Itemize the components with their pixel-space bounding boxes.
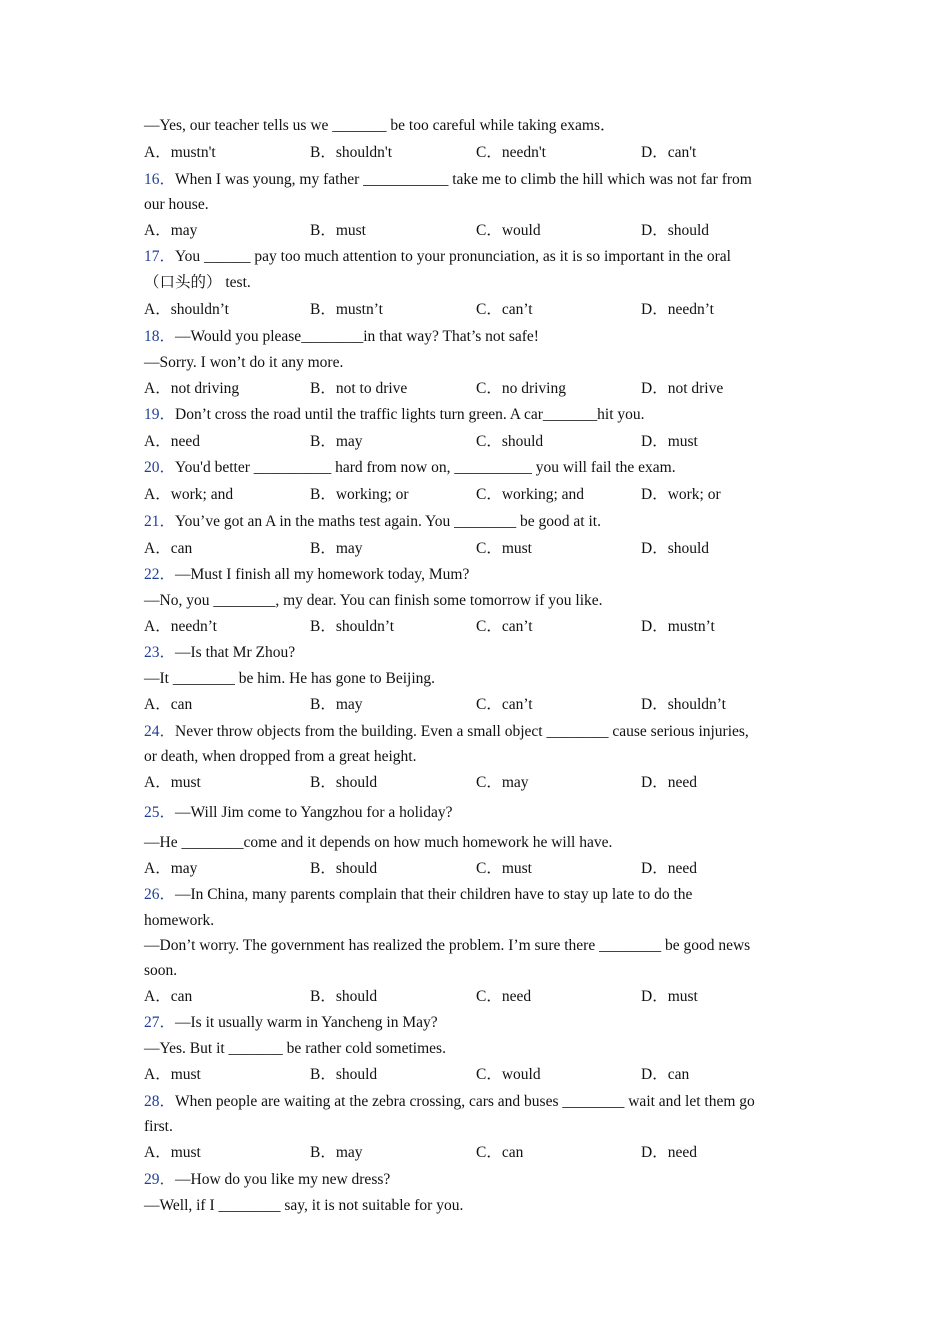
option-b: B．may — [310, 433, 363, 450]
option-a: A．may — [144, 860, 198, 877]
option-c: C．can’t — [476, 618, 533, 635]
option-b: B．shouldn't — [310, 144, 393, 161]
question-26-line-3 — [144, 936, 750, 956]
option-a: A．can — [144, 988, 193, 1005]
option-c: C．can — [476, 1144, 524, 1161]
option-c: C．should — [476, 433, 544, 450]
question-20-options — [144, 485, 824, 505]
option-d: D．can — [641, 1066, 690, 1083]
question-text: —Don’t worry. The government has realized the problem. I’m sure there ________ be good news — [144, 937, 751, 954]
option-c: C．needn't — [476, 144, 546, 161]
option-b: B．working; or — [310, 486, 409, 503]
option-b: B．should — [310, 860, 378, 877]
option-d: D．not drive — [641, 380, 724, 397]
question-number: 26． — [144, 886, 176, 903]
option-b: B．should — [310, 1066, 378, 1083]
question-21-line — [144, 512, 601, 532]
question-text: —No, you ________, my dear. You can finish some tomorrow if you like. — [144, 592, 603, 609]
question-text: Don’t cross the road until the traffic lights turn green. A car_______hit you. — [175, 406, 645, 423]
option-d: D．mustn’t — [641, 618, 715, 635]
question-24-line-2 — [144, 747, 416, 767]
question-19-line — [144, 405, 645, 425]
option-b: B．not to drive — [310, 380, 408, 397]
question-25-line — [144, 803, 453, 823]
question-text: —Will Jim come to Yangzhou for a holiday? — [175, 804, 453, 821]
option-c: C．must — [476, 540, 532, 557]
question-text: —Sorry. I won’t do it any more. — [144, 354, 344, 371]
question-27-line-2 — [144, 1039, 446, 1059]
option-b: B．may — [310, 540, 363, 557]
question-text: homework. — [144, 912, 215, 929]
question-number: 25． — [144, 804, 176, 821]
option-a: A．can — [144, 696, 193, 713]
question-17-line — [144, 247, 731, 267]
option-a: A．can — [144, 540, 193, 557]
question-number: 16． — [144, 171, 176, 188]
question-number: 27． — [144, 1014, 176, 1031]
option-a: A．mustn't — [144, 144, 216, 161]
question-number: 22． — [144, 566, 176, 583]
question-24-options — [144, 773, 824, 793]
option-b: B．may — [310, 696, 363, 713]
option-c: C．must — [476, 860, 532, 877]
question-text: —Is that Mr Zhou? — [175, 644, 296, 661]
question-number: 23． — [144, 644, 176, 661]
question-27-options — [144, 1065, 824, 1085]
option-c: C．no driving — [476, 380, 566, 397]
question-19-options — [144, 432, 824, 452]
option-d: D．need — [641, 860, 697, 877]
question-text: first. — [144, 1118, 173, 1135]
question-28-line-2 — [144, 1117, 173, 1137]
question-text: —It ________ be him. He has gone to Beijing. — [144, 670, 436, 687]
option-d: D．shouldn’t — [641, 696, 726, 713]
option-a: A．shouldn’t — [144, 301, 229, 318]
option-a: A．not driving — [144, 380, 240, 397]
question-27-line — [144, 1013, 438, 1033]
option-d: D．work; or — [641, 486, 721, 503]
option-c: C．would — [476, 222, 541, 239]
question-number: 21． — [144, 513, 176, 530]
option-a: A．must — [144, 774, 201, 791]
question-number: 18． — [144, 328, 176, 345]
question-text: our house. — [144, 196, 209, 213]
question-28-line — [144, 1092, 755, 1112]
question-text: —Yes, our teacher tells us we _______ be too careful while taking exams． — [144, 117, 616, 134]
question-number: 24． — [144, 723, 176, 740]
option-c: C．may — [476, 774, 529, 791]
question-26-line-4 — [144, 961, 177, 981]
question-25-line-2 — [144, 833, 612, 853]
question-22-line-2 — [144, 591, 603, 611]
question-text: —In China, many parents complain that their children have to stay up late to do the — [175, 886, 693, 903]
question-26-line — [144, 885, 692, 905]
option-d: D．should — [641, 222, 710, 239]
question-text: When I was young, my father ___________ take me to climb the hill which was not far from — [175, 171, 752, 188]
question-26-options — [144, 987, 824, 1007]
question-22-options — [144, 617, 824, 637]
question-text: —Would you please________in that way? That’s not safe! — [175, 328, 539, 345]
question-20-line — [144, 458, 676, 478]
question-23-options — [144, 695, 824, 715]
question-17-line-2 — [144, 273, 251, 293]
question-text: —Well, if I ________ say, it is not suitable for you. — [144, 1197, 464, 1214]
question-text: You'd better __________ hard from now on, __________ you will fail the exam. — [175, 459, 676, 476]
question-16-line — [144, 170, 752, 190]
question-text: soon. — [144, 962, 178, 979]
question-29-line — [144, 1170, 390, 1190]
question-text: or death, when dropped from a great height. — [144, 748, 417, 765]
question-text: —Must I finish all my homework today, Mum? — [175, 566, 470, 583]
question-23-line-2 — [144, 669, 435, 689]
question-text: —How do you like my new dress? — [175, 1171, 391, 1188]
option-b: B．mustn’t — [310, 301, 383, 318]
question-text: —He ________come and it depends on how much homework he will have. — [144, 834, 613, 851]
question-22-line — [144, 565, 469, 585]
question-number: 28． — [144, 1093, 176, 1110]
question-25-options — [144, 859, 824, 879]
option-c: C．would — [476, 1066, 541, 1083]
question-15-line — [144, 116, 616, 136]
question-23-line — [144, 643, 295, 663]
question-number: 29． — [144, 1171, 176, 1188]
question-18-options — [144, 379, 824, 399]
option-a: A．must — [144, 1144, 201, 1161]
question-24-line — [144, 722, 749, 742]
question-number: 19． — [144, 406, 176, 423]
question-15-options — [144, 143, 824, 163]
question-text: When people are waiting at the zebra crossing, cars and buses ________ wait and let them go — [175, 1093, 755, 1110]
option-d: D．must — [641, 988, 698, 1005]
question-text: —Is it usually warm in Yancheng in May? — [175, 1014, 438, 1031]
option-d: D．need — [641, 774, 697, 791]
question-text: （口头的） test. — [144, 274, 251, 291]
question-21-options — [144, 539, 824, 559]
option-b: B．should — [310, 988, 378, 1005]
option-b: B．may — [310, 1144, 363, 1161]
option-d: D．can't — [641, 144, 697, 161]
option-a: A．need — [144, 433, 200, 450]
question-text: —Yes. But it _______ be rather cold sometimes. — [144, 1040, 446, 1057]
option-c: C．need — [476, 988, 532, 1005]
question-number: 20． — [144, 459, 176, 476]
option-a: A．may — [144, 222, 198, 239]
question-text: Never throw objects from the building. Even a small object ________ cause serious injuries, — [175, 723, 749, 740]
option-b: B．shouldn’t — [310, 618, 395, 635]
option-a: A．work; and — [144, 486, 234, 503]
question-17-options — [144, 300, 824, 320]
question-16-options — [144, 221, 824, 241]
question-26-line-2 — [144, 911, 214, 931]
question-28-options — [144, 1143, 824, 1163]
option-c: C．working; and — [476, 486, 585, 503]
option-d: D．should — [641, 540, 710, 557]
option-d: D．need — [641, 1144, 697, 1161]
question-text: You ______ pay too much attention to your pronunciation, as it is so important in the oral — [175, 248, 731, 265]
question-number: 17． — [144, 248, 176, 265]
question-text: You’ve got an A in the maths test again. You ________ be good at it. — [175, 513, 601, 530]
option-d: D．must — [641, 433, 698, 450]
question-18-line — [144, 327, 539, 347]
question-29-line-2 — [144, 1196, 463, 1216]
option-a: A．needn’t — [144, 618, 217, 635]
question-16-line-2 — [144, 195, 209, 215]
option-c: C．can’t — [476, 696, 533, 713]
option-c: C．can’t — [476, 301, 533, 318]
option-b: B．should — [310, 774, 378, 791]
option-b: B．must — [310, 222, 366, 239]
question-18-line-2 — [144, 353, 343, 373]
option-d: D．needn’t — [641, 301, 714, 318]
option-a: A．must — [144, 1066, 201, 1083]
